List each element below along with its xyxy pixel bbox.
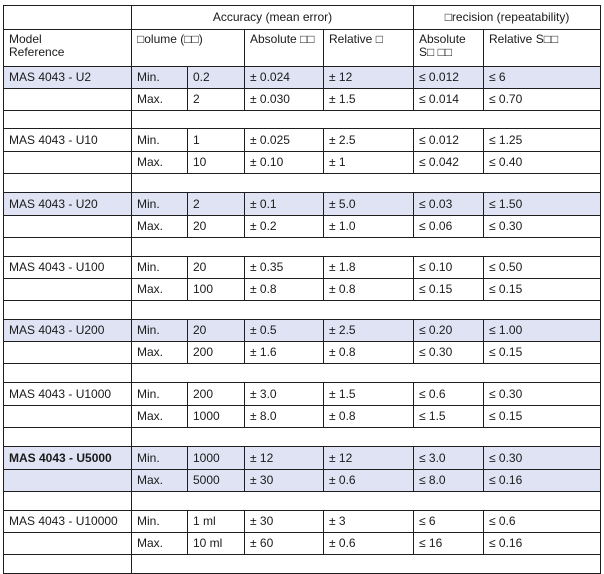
model-empty-cell: [4, 406, 132, 428]
model-cell: MAS 4043 - U1000: [4, 383, 132, 406]
table-row: [4, 447, 601, 470]
volume-cell: 0.2: [188, 67, 245, 89]
table-row: [4, 129, 601, 152]
model-empty-cell: [4, 216, 132, 238]
model-empty-cell: [4, 279, 132, 301]
abs-precision-cell: ≤ 0.30: [414, 342, 484, 364]
abs-precision-cell: ≤ 8.0: [414, 470, 484, 492]
model-empty-cell: [4, 533, 132, 555]
rel-accuracy-cell: ± 12: [324, 447, 414, 470]
table-row: [4, 406, 601, 428]
volume-cell: 1000: [188, 447, 245, 470]
abs-precision-cell: ≤ 0.042: [414, 152, 484, 174]
model-empty-cell: [4, 152, 132, 174]
model-cell: MAS 4043 - U200: [4, 320, 132, 342]
spacer-cell: [4, 428, 132, 447]
header-reference-label: Reference: [9, 45, 65, 59]
spacer-cell: [132, 238, 601, 257]
abs-accuracy-cell: ± 3.0: [245, 383, 324, 406]
range-label-cell: Max.: [132, 470, 188, 492]
spacer-row: [4, 238, 601, 257]
rel-precision-cell: ≤ 6: [484, 67, 601, 89]
rel-accuracy-cell: ± 1.5: [324, 89, 414, 111]
table-row: [4, 383, 601, 406]
rel-precision-cell: ≤ 1.25: [484, 129, 601, 152]
range-label-cell: Max.: [132, 216, 188, 238]
rel-accuracy-cell: ± 1: [324, 152, 414, 174]
abs-accuracy-cell: ± 0.35: [245, 257, 324, 279]
range-label-cell: Max.: [132, 152, 188, 174]
range-label-cell: Min.: [132, 511, 188, 533]
volume-cell: 20: [188, 216, 245, 238]
volume-cell: 20: [188, 257, 245, 279]
abs-accuracy-cell: ± 60: [245, 533, 324, 555]
spacer-cell: [132, 428, 601, 447]
header-abs-accuracy: Absolute □□: [245, 30, 324, 67]
spacer-row: [4, 174, 601, 193]
spacer-cell: [4, 364, 132, 383]
spacer-cell: [4, 111, 132, 129]
table-row: [4, 511, 601, 533]
volume-cell: 20: [188, 320, 245, 342]
header-volume: □olume (□□): [132, 30, 245, 67]
rel-accuracy-cell: ± 12: [324, 67, 414, 89]
header-model-reference: [4, 30, 132, 67]
abs-accuracy-cell: ± 0.10: [245, 152, 324, 174]
spacer-cell: [4, 492, 132, 511]
abs-precision-cell: ≤ 3.0: [414, 447, 484, 470]
abs-accuracy-cell: ± 0.024: [245, 67, 324, 89]
range-label-cell: Max.: [132, 279, 188, 301]
abs-accuracy-cell: ± 12: [245, 447, 324, 470]
rel-accuracy-cell: ± 0.8: [324, 279, 414, 301]
rel-accuracy-cell: ± 1.8: [324, 257, 414, 279]
table-body: [4, 6, 601, 574]
rel-accuracy-cell: ± 2.5: [324, 129, 414, 152]
abs-precision-cell: ≤ 16: [414, 533, 484, 555]
rel-accuracy-cell: ± 2.5: [324, 320, 414, 342]
table-row: [4, 216, 601, 238]
abs-accuracy-cell: ± 0.8: [245, 279, 324, 301]
range-label-cell: Max.: [132, 342, 188, 364]
range-label-cell: Max.: [132, 533, 188, 555]
rel-precision-cell: ≤ 0.70: [484, 89, 601, 111]
model-empty-cell: [4, 89, 132, 111]
abs-precision-cell: ≤ 0.6: [414, 383, 484, 406]
range-label-cell: Min.: [132, 447, 188, 470]
rel-precision-cell: ≤ 0.15: [484, 279, 601, 301]
range-label-cell: Max.: [132, 89, 188, 111]
spacer-cell: [4, 174, 132, 193]
rel-accuracy-cell: ± 0.8: [324, 406, 414, 428]
table-row: [4, 152, 601, 174]
table-row: [4, 320, 601, 342]
abs-accuracy-cell: ± 8.0: [245, 406, 324, 428]
rel-accuracy-cell: ± 5.0: [324, 193, 414, 216]
abs-precision-cell: ≤ 0.10: [414, 257, 484, 279]
model-cell: MAS 4043 - U10000: [4, 511, 132, 533]
abs-precision-cell: ≤ 0.06: [414, 216, 484, 238]
abs-precision-cell: ≤ 0.15: [414, 279, 484, 301]
header-precision: □recision (repeatability): [414, 6, 601, 30]
spacer-cell: [4, 301, 132, 320]
header-model-label: Model: [9, 32, 42, 46]
pipette-spec-table: [3, 5, 601, 574]
model-cell: MAS 4043 - U2: [4, 67, 132, 89]
table-row: [4, 89, 601, 111]
range-label-cell: Min.: [132, 193, 188, 216]
model-cell: MAS 4043 - U100: [4, 257, 132, 279]
rel-accuracy-cell: ± 0.6: [324, 470, 414, 492]
table-row: [4, 193, 601, 216]
rel-precision-cell: ≤ 0.50: [484, 257, 601, 279]
abs-precision-cell: ≤ 0.014: [414, 89, 484, 111]
rel-precision-cell: ≤ 0.15: [484, 342, 601, 364]
model-cell: MAS 4043 - U5000: [4, 447, 132, 470]
volume-cell: 10 ml: [188, 533, 245, 555]
rel-precision-cell: ≤ 0.16: [484, 533, 601, 555]
rel-precision-cell: ≤ 1.50: [484, 193, 601, 216]
volume-cell: 100: [188, 279, 245, 301]
abs-accuracy-cell: ± 30: [245, 470, 324, 492]
table-row: [4, 279, 601, 301]
table-row: [4, 342, 601, 364]
range-label-cell: Min.: [132, 129, 188, 152]
spacer-cell: [4, 238, 132, 257]
rel-accuracy-cell: ± 1.5: [324, 383, 414, 406]
range-label-cell: Max.: [132, 406, 188, 428]
volume-cell: 1000: [188, 406, 245, 428]
rel-accuracy-cell: ± 0.6: [324, 533, 414, 555]
abs-accuracy-cell: ± 0.5: [245, 320, 324, 342]
abs-accuracy-cell: ± 0.025: [245, 129, 324, 152]
rel-accuracy-cell: ± 1.0: [324, 216, 414, 238]
volume-cell: 1: [188, 129, 245, 152]
abs-precision-cell: ≤ 0.03: [414, 193, 484, 216]
model-empty-cell: [4, 470, 132, 492]
spacer-row: [4, 428, 601, 447]
rel-precision-cell: ≤ 0.6: [484, 511, 601, 533]
rel-accuracy-cell: ± 0.8: [324, 342, 414, 364]
header-row-groups: [4, 6, 601, 30]
header-row-columns: [4, 30, 601, 67]
abs-precision-cell: ≤ 0.012: [414, 129, 484, 152]
table-row: [4, 257, 601, 279]
spacer-row: [4, 364, 601, 383]
range-label-cell: Min.: [132, 257, 188, 279]
spacer-cell: [132, 174, 601, 193]
header-rel-accuracy: Relative □: [324, 30, 414, 67]
range-label-cell: Min.: [132, 320, 188, 342]
rel-precision-cell: ≤ 0.16: [484, 470, 601, 492]
abs-precision-cell: ≤ 0.012: [414, 67, 484, 89]
header-abs-precision-line1: Absolute: [419, 32, 466, 46]
volume-cell: 5000: [188, 470, 245, 492]
spacer-cell: [132, 301, 601, 320]
volume-cell: 2: [188, 89, 245, 111]
spacer-row: [4, 492, 601, 511]
header-empty-cell: [4, 6, 132, 30]
abs-precision-cell: ≤ 0.20: [414, 320, 484, 342]
abs-precision-cell: ≤ 1.5: [414, 406, 484, 428]
model-cell: MAS 4043 - U10: [4, 129, 132, 152]
rel-precision-cell: ≤ 0.30: [484, 216, 601, 238]
volume-cell: 2: [188, 193, 245, 216]
abs-accuracy-cell: ± 30: [245, 511, 324, 533]
rel-precision-cell: ≤ 0.15: [484, 406, 601, 428]
volume-cell: 10: [188, 152, 245, 174]
header-rel-precision: Relative S□□: [484, 30, 601, 67]
table-row: [4, 470, 601, 492]
abs-precision-cell: ≤ 6: [414, 511, 484, 533]
header-accuracy: Accuracy (mean error): [132, 6, 414, 30]
abs-accuracy-cell: ± 0.030: [245, 89, 324, 111]
abs-accuracy-cell: ± 0.2: [245, 216, 324, 238]
volume-cell: 200: [188, 383, 245, 406]
header-abs-precision: [414, 30, 484, 67]
rel-accuracy-cell: ± 3: [324, 511, 414, 533]
spacer-row: [4, 111, 601, 129]
volume-cell: 1 ml: [188, 511, 245, 533]
spacer-cell: [132, 364, 601, 383]
table-row: [4, 533, 601, 555]
table-row: [4, 67, 601, 89]
rel-precision-cell: ≤ 0.40: [484, 152, 601, 174]
abs-accuracy-cell: ± 1.6: [245, 342, 324, 364]
spacer-cell: [132, 111, 601, 129]
abs-accuracy-cell: ± 0.1: [245, 193, 324, 216]
model-empty-cell: [4, 342, 132, 364]
rel-precision-cell: ≤ 1.00: [484, 320, 601, 342]
range-label-cell: Min.: [132, 67, 188, 89]
spacer-row: [4, 301, 601, 320]
model-cell: MAS 4043 - U20: [4, 193, 132, 216]
range-label-cell: Min.: [132, 383, 188, 406]
header-abs-precision-line2: S□ □□: [419, 45, 453, 59]
volume-cell: 200: [188, 342, 245, 364]
rel-precision-cell: ≤ 0.30: [484, 383, 601, 406]
spacer-cell: [132, 492, 601, 511]
rel-precision-cell: ≤ 0.30: [484, 447, 601, 470]
